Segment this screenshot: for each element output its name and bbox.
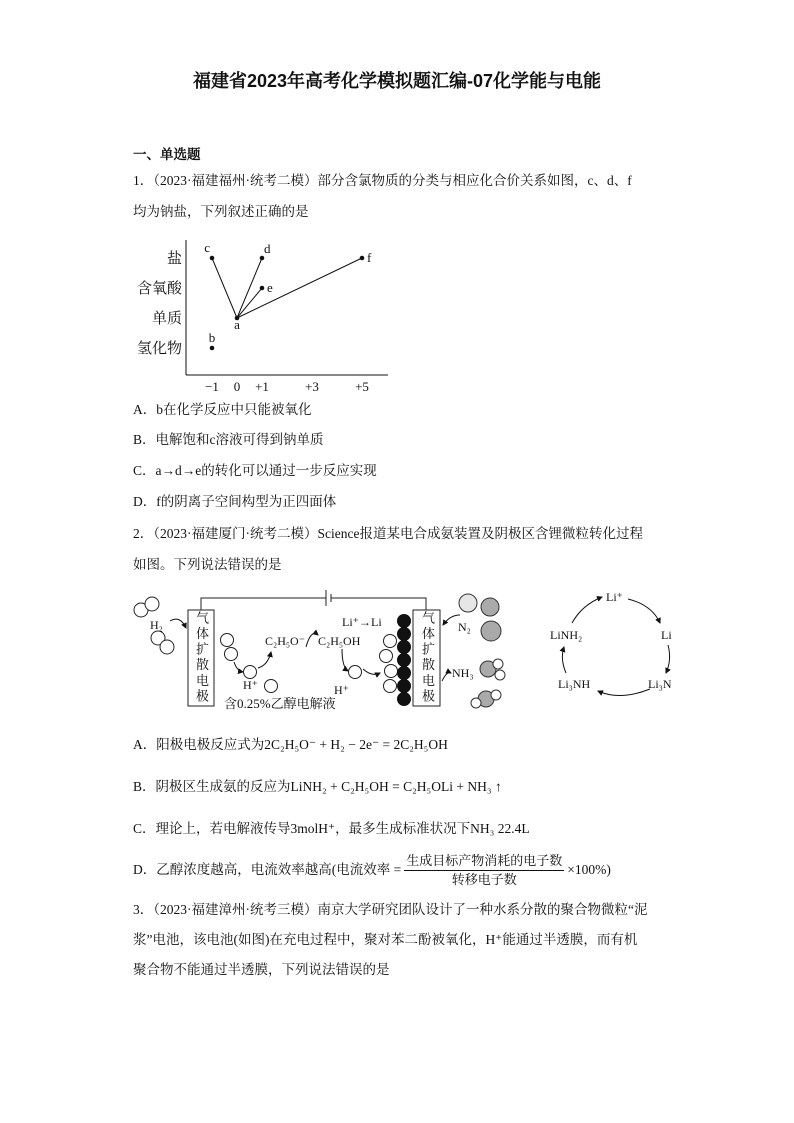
point-label-d: d [264,241,271,256]
h2-label: H₂ [150,618,163,632]
cycle-li3nh-label: Li₃NH [558,677,591,691]
q2-option-d-prefix: D．乙醇浓度越高，电流效率越高(电流效率 = [133,862,402,877]
external-circuit [201,590,426,610]
x-tick-label: +3 [305,379,319,394]
q1-stem-line: 均为钠盐，下列叙述正确的是 [133,204,309,219]
cycle-li-ion-label: Li⁺ [606,590,623,604]
edge-a-c [212,258,237,318]
point-e [260,286,265,291]
page-title: 福建省2023年高考化学模拟题汇编-07化学能与电能 [192,71,602,91]
current-efficiency-fraction [404,853,564,888]
proton-left-label: H⁺ [243,678,258,692]
q3-stem-line: 3．（2023·福建漳州·统考三模）南京大学研究团队设计了一种水系分散的聚合物微粒“泥 [133,902,648,917]
q1-option-b: B．电解饱和c溶液可得到钠单质 [133,432,324,447]
q3-stem-line: 浆”电池，该电池(如图)在充电过程中，聚对苯二酚被氧化，H⁺能通过半透膜，而有机 [133,932,638,947]
y-category-label: 单质 [151,311,182,327]
section-heading: 一、单选题 [133,147,201,162]
edge-a-d [237,258,262,318]
y-category-label: 含氧酸 [136,281,182,297]
q1-option-a: A．b在化学反应中只能被氧化 [133,402,312,417]
n2-label: N₂ [458,620,471,634]
y-category-label: 盐 [166,251,182,267]
cathode-white-particles [380,635,398,693]
edge-a-f [237,258,362,318]
right-electrode-label: 气体扩散电极 [420,611,435,705]
q2-option-d [133,852,611,888]
edge-a-e [237,288,262,318]
cycle-linh2-label: LiNH₂ [550,628,583,642]
ethanol-label: C₂H₅OH [318,634,361,648]
point-c [210,256,215,261]
point-label-a: a [234,317,240,332]
proton-right-label: H⁺ [334,683,349,697]
point-label-c: c [204,240,210,255]
point-label-b: b [208,330,216,345]
point-f [360,256,365,261]
q2-option-a: A．阳极电极反应式为2C₂H₅O⁻ + H₂ − 2e⁻ = 2C₂H₅OH [133,737,448,752]
q1-valence-category-diagram [125,235,395,397]
point-d [260,256,265,261]
point-label-e: e [267,280,273,295]
q2-option-d-suffix: ×100%) [567,862,611,877]
fraction-denominator: 转移电子数 [451,871,517,887]
x-tick-label: +1 [255,379,269,394]
point-b [210,346,215,351]
electrolyte-label: 含0.25%乙醇电解液 [224,696,336,711]
x-tick-label: +5 [355,379,369,394]
nh3-label: NH₃ [452,666,474,680]
y-category-label: 氢化物 [136,341,182,357]
q1-option-c: C．a→d→e的转化可以通过一步反应实现 [133,463,377,478]
q2-option-c: C．理论上，若电解液传导3molH⁺，最多生成标准状况下NH₃ 22.4L [133,821,530,836]
x-tick-label: −1 [205,379,219,394]
point-label-f: f [367,250,372,265]
left-electrode-label: 气体扩散电极 [194,611,209,705]
nh3-molecules [471,659,505,708]
li-reduction-label: Li⁺→Li [342,615,382,629]
q2-electrosynthesis-figure [120,585,700,715]
fraction-numerator: 生成目标产物消耗的电子数 [404,853,564,871]
q2-stem-line: 如图。下列说法错误的是 [133,557,282,572]
cycle-li-label: Li [661,628,672,642]
cathode-lithium-particles [398,615,411,706]
q2-option-b: B．阴极区生成氨的反应为LiNH₂ + C₂H₅OH = C₂H₅OLi + NH₃ ↑ [133,779,502,794]
cycle-li3n-label: Li₃N [648,677,672,691]
ethoxide-label: C₂H₅O⁻ [265,634,306,648]
q1-option-d: D．f的阴离子空间构型为正四面体 [133,494,337,509]
q3-stem-line: 聚合物不能通过半透膜，下列说法错误的是 [133,962,390,977]
q1-stem-line: 1．（2023·福建福州·统考二模）部分含氯物质的分类与相应化合价关系如图，c、d、f [133,173,632,188]
q2-stem-line: 2．（2023·福建厦门·统考二模）Science报道某电合成氨装置及阴极区含锂微粒转化过程 [133,526,643,541]
x-tick-label: 0 [233,379,241,394]
